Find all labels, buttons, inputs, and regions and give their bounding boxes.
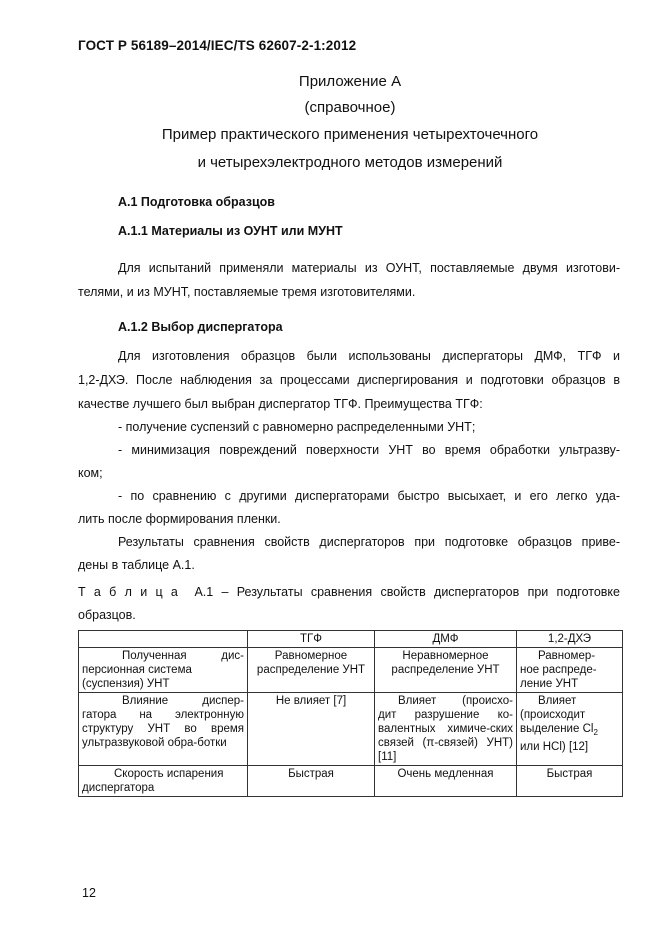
bullet-item: - минимизация повреждений поверхности УНТ во время обработки ультразву- <box>118 443 620 457</box>
annex-title: Приложение А <box>298 73 402 90</box>
paragraph-line: Для изготовления образцов были использованы диспергаторы ДМФ, ТГФ и <box>118 349 620 363</box>
paragraph-line: 1,2-ДХЭ. После наблюдения за процессами диспергирования и подготовки образцов в <box>78 373 620 387</box>
bullet-item: - получение суспензий с равномерно распределенными УНТ; <box>118 420 476 434</box>
table-cell: Равномер- ное распреде-ление УНТ <box>517 648 623 693</box>
annex-subtitle-line1: Пример практического применения четырехточечного <box>161 126 539 143</box>
section-a1-heading: А.1 Подготовка образцов <box>118 195 275 209</box>
table-cell: Равномерное распределение УНТ <box>248 648 375 693</box>
comparison-table <box>78 630 623 797</box>
table-row <box>79 693 623 766</box>
table-header-cell <box>79 631 248 648</box>
table-row <box>79 648 623 693</box>
bullet-item: - по сравнению с другими диспергаторами быстро высыхает, и его легко уда- <box>118 489 620 503</box>
table-cell: Влияние диспер- гатора на электронную структуру УНТ во время ультразвуковой обра-ботки <box>79 693 248 766</box>
table-cell: Быстрая <box>517 766 623 797</box>
paragraph-line: дены в таблице А.1. <box>78 558 195 572</box>
table-cell: Очень медленная <box>375 766 517 797</box>
paragraph-line: Для испытаний применяли материалы из ОУНТ, поставляемые двумя изготови- <box>118 261 620 275</box>
table-caption: Т а б л и ц а А.1 – Результаты сравнения свойств диспергаторов при подготовке <box>78 585 620 599</box>
table-cell: Не влияет [7] <box>248 693 375 766</box>
table-caption-continuation: образцов. <box>78 608 136 622</box>
table-header-row <box>79 631 623 648</box>
table-cell: Полученная дис- персионная система (суспензия) УНТ <box>79 648 248 693</box>
paragraph-line: качестве лучшего был выбран диспергатор ТГФ. Преимущества ТГФ: <box>78 397 483 411</box>
table-header-cell: ТГФ <box>248 631 375 648</box>
paragraph-line: телями, и из МУНТ, поставляемые тремя изготовителями. <box>78 285 416 299</box>
section-a11-heading: А.1.1 Материалы из ОУНТ или МУНТ <box>118 224 343 238</box>
table-cell: Скорость испарения диспергатора <box>79 766 248 797</box>
document-header: ГОСТ Р 56189–2014/IEC/TS 62607-2-1:2012 <box>78 38 357 53</box>
section-a12-heading: А.1.2 Выбор диспергатора <box>118 320 283 334</box>
annex-type: (справочное) <box>304 99 396 116</box>
table-header-cell: 1,2-ДХЭ <box>517 631 623 648</box>
bullet-item-continuation: лить после формирования пленки. <box>78 512 281 526</box>
page-number: 12 <box>82 886 96 900</box>
table-header-cell: ДМФ <box>375 631 517 648</box>
bullet-item-continuation: ком; <box>78 466 103 480</box>
table-cell: Влияет (происходит выделение $Cl_2$ или HCl) [12] <box>517 693 623 766</box>
table-cell: Влияет (происхо- дит разрушение ко-валентных химиче-ских связей (π-связей) УНТ)[11] <box>375 693 517 766</box>
paragraph-line: Результаты сравнения свойств диспергаторов при подготовке образцов приве- <box>118 535 620 549</box>
table-cell: Неравномерное распределение УНТ <box>375 648 517 693</box>
table-cell: Быстрая <box>248 766 375 797</box>
table-row <box>79 766 623 797</box>
annex-subtitle-line2: и четырехэлектродного методов измерений <box>197 154 503 171</box>
